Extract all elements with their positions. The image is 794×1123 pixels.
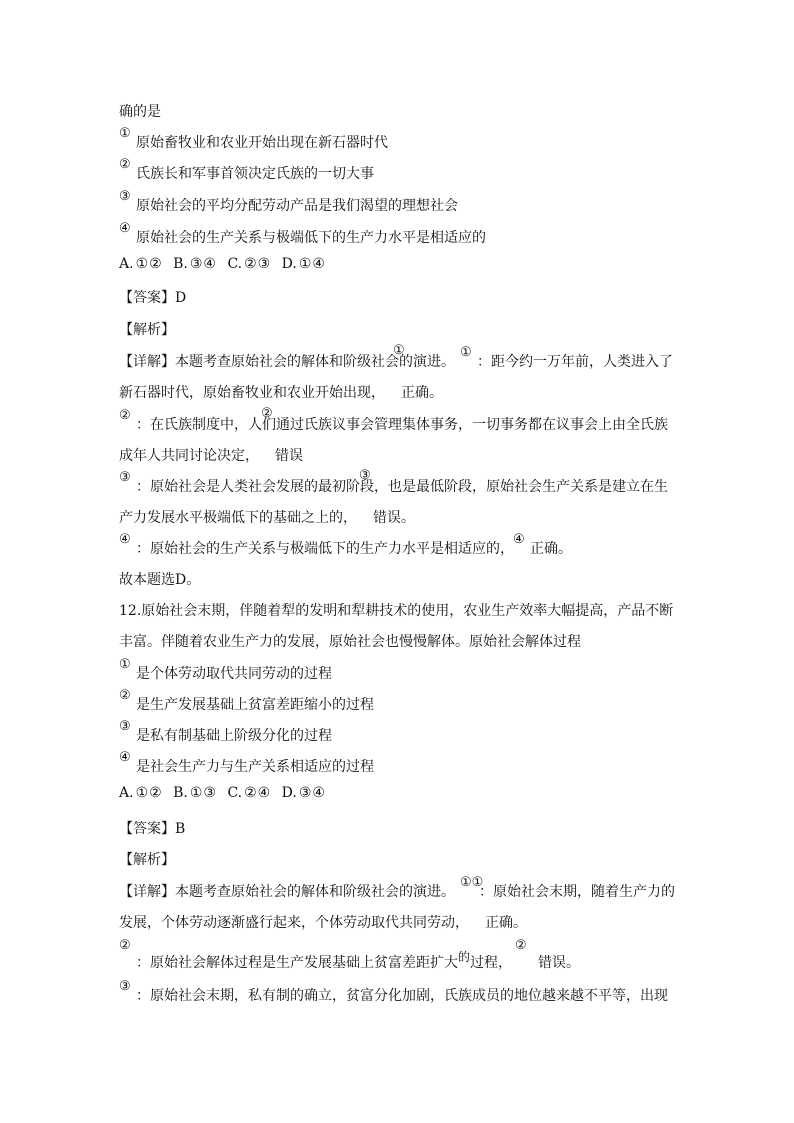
q11-detail-line-3: ② ② ：在氏族制度中，人们通过氏族议事会管理集体事务，一切事务都在议事会上由全氏族: [119, 406, 668, 433]
circled-number: ③: [119, 719, 131, 734]
circled-number: ③: [119, 470, 131, 485]
circled-number: ②: [119, 688, 131, 703]
circled-number: ④: [119, 221, 131, 236]
q11-analysis-label: 【解析】: [119, 322, 175, 338]
circled-number: ③: [359, 468, 371, 483]
q12-answer: 【答案】B: [119, 821, 186, 837]
q12-stem-line-1: 12.原始社会末期，伴随着犁的发明和犁耕技术的使用，农业生产效率大幅提高，产品不断: [119, 603, 674, 619]
q11-statement-1: ① 原始畜牧业和农业开始出现在新石器时代: [119, 126, 388, 151]
q12-detail-line-2: 发展，个体劳动逐渐盛行起来，个体劳动取代共同劳动， 正确。: [119, 915, 527, 931]
circled-number: ①: [119, 657, 131, 672]
circled-number: ③: [119, 189, 131, 204]
circled-number: ④: [119, 750, 131, 765]
q11-detail-line-5: ③ ③ ：原始社会是人类社会发展的最初阶段，也是最低阶段，原始社会生产关系是建立在生: [119, 468, 668, 495]
circled-number: ③: [119, 979, 131, 994]
q12-detail-line-3: ② ：原始社会解体过程是生产发展基础上贫富差距扩大的过程， ② 错误。: [119, 938, 581, 971]
circled-number: ①: [460, 345, 472, 360]
q11-options: A. ①② B. ③④ C. ②③ D. ①④: [119, 256, 326, 272]
q12-options: A. ①② B. ①③ C. ②④ D. ③④: [119, 785, 326, 801]
q12-statement-4: ④ 是社会生产力与生产关系相适应的过程: [119, 750, 374, 775]
q11-statement-3: ③ 原始社会的平均分配劳动产品是我们渴望的理想社会: [119, 189, 458, 214]
q11-stem-tail: 确的是: [119, 104, 161, 120]
q12-detail-line-1: 【详解】本题考查原始社会的解体和阶级社会的演进。 ①① ：原始社会末期，随着生产力的: [119, 875, 675, 900]
circled-number: ②: [119, 938, 131, 953]
circled-number: ②: [515, 938, 527, 953]
q11-statement-4: ④ 原始社会的生产关系与极端低下的生产力水平是相适应的: [119, 221, 486, 246]
q12-detail-line-4: ③ ：原始社会末期，私有制的确立，贫富分化加剧，氏族成员的地位越来越不平等，出现: [119, 979, 668, 1004]
q12-analysis-label: 【解析】: [119, 852, 175, 868]
q12-statement-3: ③ 是私有制基础上阶级分化的过程: [119, 719, 332, 744]
circled-number: ①①: [460, 875, 484, 890]
q11-detail-line-4: 成年人共同讨论决定， 错误: [119, 448, 303, 464]
q11-detail-line-1: 【详解】本题考查原始社会的解体和阶级社会的演进。 ① ① ：距今约一万年前，人类进入了: [119, 343, 673, 370]
q11-conclusion: 故本题选D。: [119, 572, 201, 588]
q12-stem-line-2: 丰富。伴随着农业生产力的发展，原始社会也慢慢解体。原始社会解体过程: [119, 634, 581, 650]
circled-number: ④: [119, 532, 131, 547]
circled-number: ④: [513, 532, 525, 547]
circled-number: ②: [119, 157, 131, 172]
q11-statement-2: ② 氏族长和军事首领决定氏族的一切大事: [119, 157, 374, 182]
q11-detail-line-2: 新石器时代，原始畜牧业和农业开始出现， 正确。: [119, 385, 443, 401]
q12-statement-2: ② 是生产发展基础上贫富差距缩小的过程: [119, 688, 374, 713]
q11-detail-line-6: 产力发展水平极端低下的基础之上的， 错误。: [119, 510, 415, 526]
circled-number: ②: [119, 408, 131, 423]
q12-statement-1: ① 是个体劳动取代共同劳动的过程: [119, 657, 332, 682]
circled-number: ①: [393, 343, 405, 358]
circled-number: ②: [261, 406, 273, 421]
circled-number: ①: [119, 126, 131, 141]
q11-answer: 【答案】D: [119, 290, 187, 306]
q11-detail-line-7: ④ ：原始社会的生产关系与极端低下的生产力水平是相适应的， ④ 正确。: [119, 532, 572, 557]
